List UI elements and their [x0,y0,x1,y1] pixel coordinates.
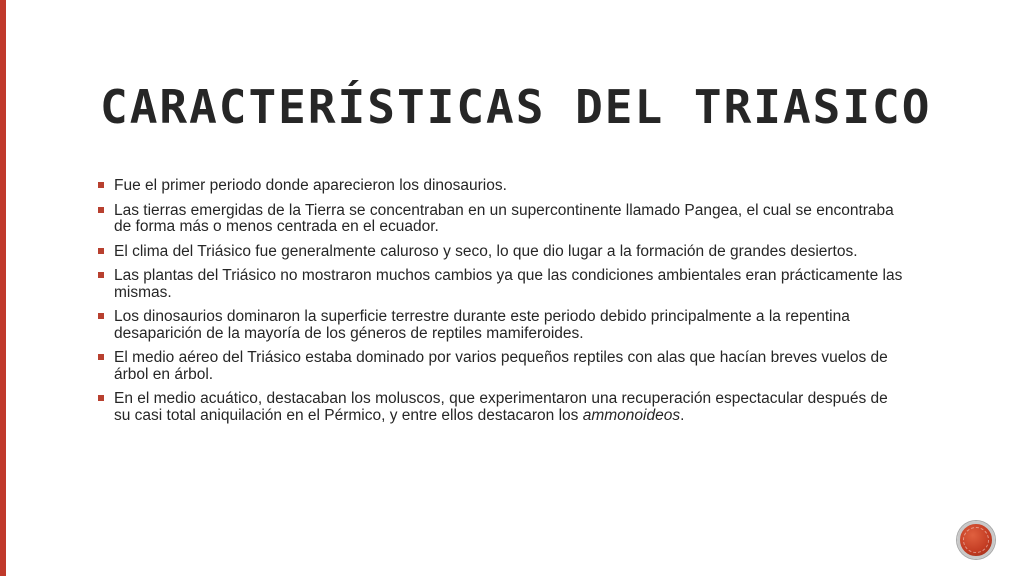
bullet-marker-icon [98,248,104,254]
bullet-item [96,178,906,195]
bullet-item [96,391,906,424]
bullet-marker-icon [98,182,104,188]
bullet-suffix: . [680,406,685,424]
bullet-marker-icon [98,207,104,213]
bullet-item [96,268,906,301]
bullet-item [96,203,906,236]
bullet-list [96,178,906,432]
bullet-text: El clima del Triásico fue generalmente caluroso y seco, lo que dio lugar a la formación de grandes desiertos. [114,242,858,260]
bullet-text: Las tierras emergidas de la Tierra se concentraban en un supercontinente llamado Pangea, el cual se encontraba de forma más o menos centrada en el ecuador. [114,201,894,235]
bullet-marker-icon [98,395,104,401]
accent-bar [0,0,6,576]
bullet-text: Las plantas del Triásico no mostraron muchos cambios ya que las condiciones ambientales eran prácticamente las mismas. [114,267,903,301]
slide-title: CARACTERÍSTICAS DEL TRIASICO [100,80,932,134]
bullet-text: Los dinosaurios dominaron la superficie terrestre durante este periodo debido principalmente a la repentina desaparición de la mayoría de los géneros de reptiles mamiferoides. [114,308,850,342]
slide-nav-button[interactable] [957,521,995,559]
bullet-text: Fue el primer periodo donde aparecieron los dinosaurios. [114,177,507,194]
bullet-emphasis: ammonoideos [582,406,681,424]
bullet-text: El medio aéreo del Triásico estaba dominado por varios pequeños reptiles con alas que hacían breves vuelos de árbol en árbol. [114,349,888,383]
circle-nav-icon [963,527,989,553]
bullet-item [96,309,906,342]
bullet-marker-icon [98,272,104,278]
bullet-item [96,244,906,261]
bullet-marker-icon [98,313,104,319]
bullet-item [96,350,906,383]
bullet-marker-icon [98,354,104,360]
bullet-text: En el medio acuático, destacaban los moluscos, que experimentaron una recuperación espectacular después de su casi total aniquilación en el Pérmico, y entre ellos destacaron los [114,390,888,424]
